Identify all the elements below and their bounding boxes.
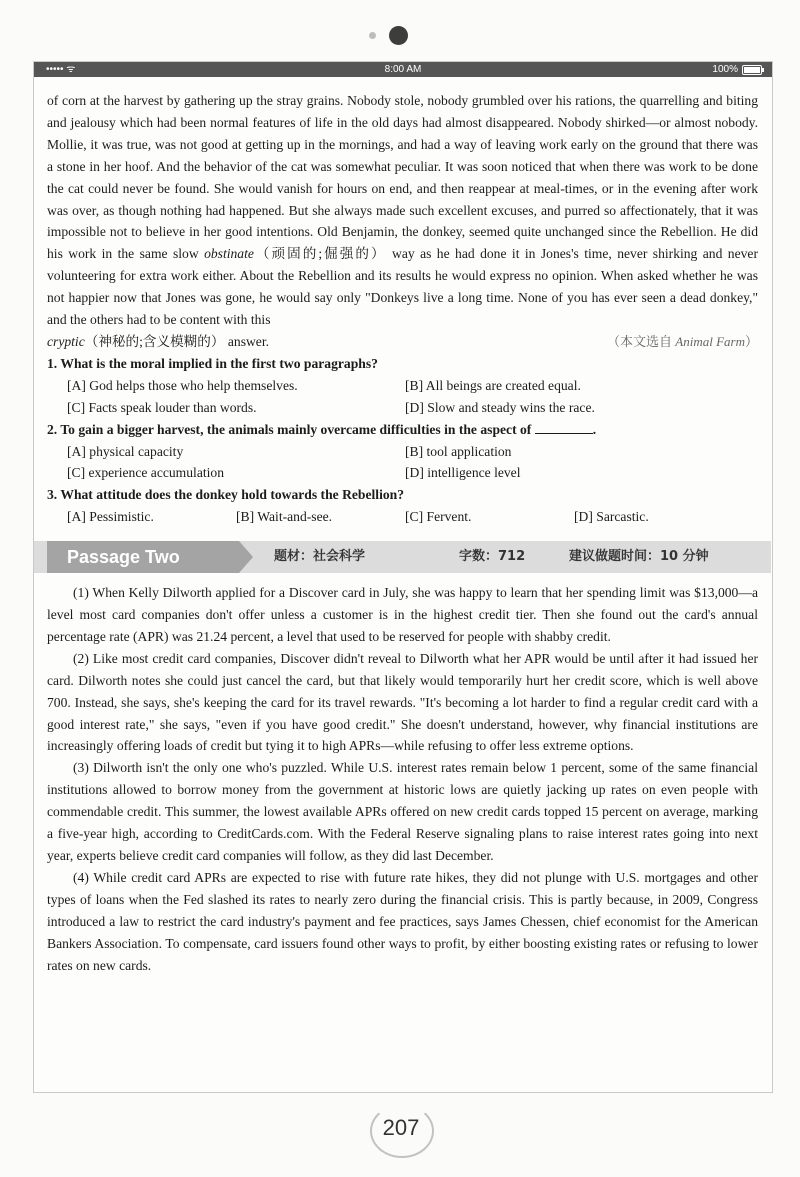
answer-blank	[535, 421, 593, 434]
battery-percent: 100%	[712, 64, 738, 75]
page-content	[47, 90, 758, 976]
question-options	[67, 506, 758, 528]
passage-one-last-line: cryptic（神秘的;含义模糊的） answer. （本文选自 Animal Farm）	[47, 331, 758, 353]
vocab-cryptic-gloss: （神秘的;含义模糊的）	[84, 333, 225, 349]
option-c[interactable]: [C] Facts speak louder than words.	[67, 399, 257, 415]
arrow-icon	[239, 541, 253, 573]
vocab-obstinate: obstinate	[204, 246, 254, 262]
option-a[interactable]: [A] Pessimistic.	[67, 509, 154, 525]
battery-status	[712, 62, 762, 77]
question-options	[67, 441, 758, 485]
vocab-obstinate-gloss: （顽固的;倔强的）	[253, 246, 387, 262]
word-count: 字数：712	[459, 549, 526, 565]
question-stem: 1. What is the moral implied in the first two paragraphs?	[47, 355, 378, 371]
source-citation: （本文选自 Animal Farm）	[607, 333, 758, 349]
option-c[interactable]: [C] experience accumulation	[67, 465, 225, 481]
option-d[interactable]: [D] Slow and steady wins the race.	[405, 399, 595, 415]
status-time: 8:00 AM	[384, 64, 422, 75]
question-1	[47, 353, 758, 419]
option-b[interactable]: [B] Wait-and-see.	[236, 509, 333, 525]
option-a[interactable]: [A] physical capacity	[67, 443, 184, 459]
passage-two-header	[34, 541, 771, 573]
paragraph-4: (4) While credit card APRs are expected to rise with future rate hikes, they did not plunge with U.S. mortgages and other types of loans when the Fed slashed its rates to nearly zero during the financial crisis. This is partly because, in 2009, Congress introduced a law to restrict the card industry's payment and fee practices, says James Chessen, chief economist for the American Bankers Association. To compensate, card issuers found other ways to profit, by either boosting existing rates or refusing to lower rates on new cards.	[47, 869, 758, 973]
option-d[interactable]: [D] intelligence level	[405, 465, 521, 481]
paragraph-3: (3) Dilworth isn't the only one who's puzzled. While U.S. interest rates remain below 1 percent, some of the same financial institutions allowed to borrow money from the government at historic lows are quietly jacking up rates on even people with commendable credit. This summer, the lowest available APRs offered on new credit cards topped 15 percent on average, marking a five-year high, according to CreditCards.com. With the Federal Reserve signaling plans to raise interest rates going into next year, experts believe credit card companies will follow, as they did last December.	[47, 760, 758, 863]
question-stem: 2. To gain a bigger harvest, the animals mainly overcame difficulties in the aspect of .	[47, 421, 597, 437]
tablet-screen	[33, 61, 773, 1093]
paragraph-1: (1) When Kelly Dilworth applied for a Discover card in July, she was happy to learn that her spending limit was $13,000—a level most card companies don't offer unless a customer is in the highest credit tier. Then she found out the card's annual percentage rate (APR) was 21.24 percent, a level that used to be reserved for people with shabby credit.	[47, 585, 758, 644]
camera-dot	[389, 26, 408, 45]
passage-one-text: of corn at the harvest by gathering up the stray grains. Nobody stole, nobody grumbled over his rations, the quarrelling and biting and jealousy which had been normal features of life in the old days had almost disappeared. Nobody shirked—or almost nobody. Mollie, it was true, was not good at getting up in the mornings, and had a way of leaving work early on the ground that there was a stone in her hoof. And the behavior of the cat was somewhat peculiar. It was soon noticed that when there was work to be done the cat could never be found. She would vanish for hours on end, and then reappear at meal-times, or in the evening after work was over, as though nothing had happened. But she always made such excellent excuses, and purred so affectionately, that it was impossible not to believe in her good intentions. Old Benjamin, the donkey, seemed quite unchanged since the Rebellion. He did his work in the same slow obstinate（顽固的;倔强的） way as he had done it in Jones's time, never shirking and never volunteering for extra work either. About the Rebellion and its results he would express no opinion. When asked whether he was not happier now that Jones was gone, he would say only "Donkeys live a long time. None of you has ever seen a dead donkey," and the others had to be content with this	[47, 93, 758, 328]
question-2	[47, 419, 758, 485]
option-b[interactable]: [B] tool application	[405, 443, 512, 459]
option-a[interactable]: [A] God helps those who help themselves.	[67, 377, 298, 393]
question-3	[47, 484, 758, 528]
option-d[interactable]: [D] Sarcastic.	[574, 509, 649, 525]
status-bar	[34, 62, 772, 77]
page-number: 207	[382, 1115, 420, 1140]
question-options	[67, 375, 758, 419]
passage-topic: 题材：社会科学	[274, 549, 366, 565]
sensor-dot	[369, 32, 376, 39]
battery-icon	[742, 65, 762, 75]
signal-icon: ••••• ᯤ	[46, 64, 76, 75]
suggested-time: 建议做题时间：10 分钟	[569, 549, 709, 565]
device-camera	[0, 26, 800, 46]
option-b[interactable]: [B] All beings are created equal.	[405, 377, 581, 393]
vocab-cryptic: cryptic	[47, 333, 85, 349]
question-stem: 3. What attitude does the donkey hold towards the Rebellion?	[47, 487, 404, 503]
option-c[interactable]: [C] Fervent.	[405, 509, 472, 525]
passage-title: Passage Two	[47, 541, 239, 573]
paragraph-2: (2) Like most credit card companies, Discover didn't reveal to Dilworth what her APR would be until after it had issued her card. Dilworth notes she could just cancel the card, but that likely would temporarily hurt her credit score, which is well above 700. Instead, she says, she's keeping the card for its travel rewards. "It's becoming a lot harder to find a regular credit card with a good interest rate," she says, "even if you have good credit." She doesn't understand, however, why financial institutions are increasingly offering loads of credit but tying it to high APRs—while refusing to offer less extreme options.	[47, 650, 758, 754]
